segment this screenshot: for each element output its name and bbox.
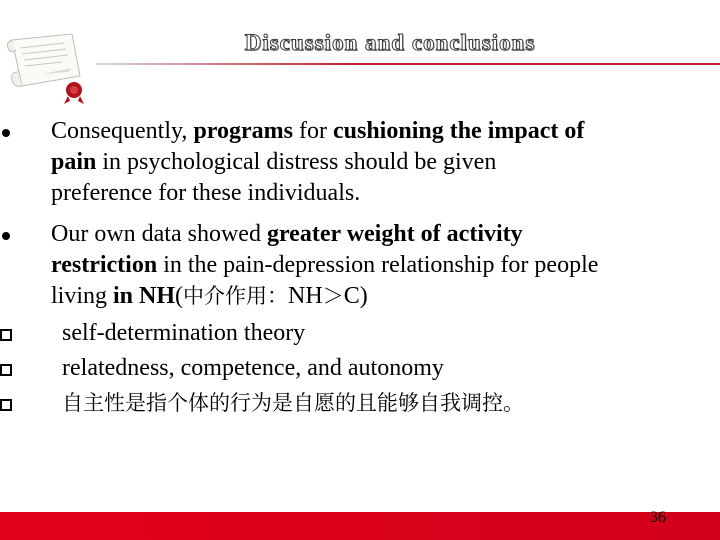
bold-text-run: cushioning the impact of <box>332 118 585 144</box>
text-run: living <box>51 283 114 309</box>
text-run: Consequently, <box>51 118 194 144</box>
bullet-square-icon <box>0 329 12 341</box>
bullet-line <box>51 116 691 147</box>
bullet-line <box>62 388 702 419</box>
bullet-square-icon <box>0 399 12 411</box>
bullet-line <box>51 281 691 312</box>
title-divider <box>96 63 720 65</box>
bullet-line <box>62 353 702 384</box>
bullet-text <box>62 318 702 349</box>
footer-bar <box>0 512 720 540</box>
bullet-dot-icon <box>2 232 10 240</box>
bold-text-run: greater weight of activity <box>266 221 523 247</box>
bold-text-run: programs <box>193 118 293 144</box>
text-run: for <box>293 118 333 144</box>
bold-text-run: in NH <box>113 283 176 309</box>
text-run: C) <box>343 283 368 309</box>
slide-title: Discussion and conclusions <box>244 30 536 55</box>
bullet-line <box>62 318 702 349</box>
text-run: in the pain-depression relationship for people <box>157 252 599 278</box>
bullet-square-icon <box>0 364 12 376</box>
text-run: ( <box>175 283 184 309</box>
text-run: preference for these individuals. <box>51 180 361 206</box>
slide-number: 36 <box>650 509 666 526</box>
text-run: relatedness, competence, and autonomy <box>62 355 444 381</box>
bold-text-run: pain <box>51 149 97 175</box>
text-run: in psychological distress should be given <box>96 149 497 175</box>
text-run: 中介作用： <box>183 284 289 308</box>
bullet-text <box>62 388 702 419</box>
text-run: self-determination theory <box>62 320 306 346</box>
text-run: NH <box>288 283 323 309</box>
bullet-text <box>62 353 702 384</box>
bullet-line <box>51 178 691 209</box>
bullet-line <box>51 250 691 281</box>
text-run: 自主性是指个体的行为是自愿的且能够自我调控。 <box>62 391 524 415</box>
bullet-text <box>51 219 691 312</box>
bullet-text <box>51 116 691 209</box>
bold-text-run: restriction <box>51 252 158 278</box>
text-run: Our own data showed <box>51 221 267 247</box>
text-run: ＞ <box>322 284 344 308</box>
bullet-dot-icon <box>2 129 10 137</box>
bullet-line <box>51 219 691 250</box>
scroll-paper-with-seal-icon <box>2 28 112 108</box>
bullet-line <box>51 147 691 178</box>
